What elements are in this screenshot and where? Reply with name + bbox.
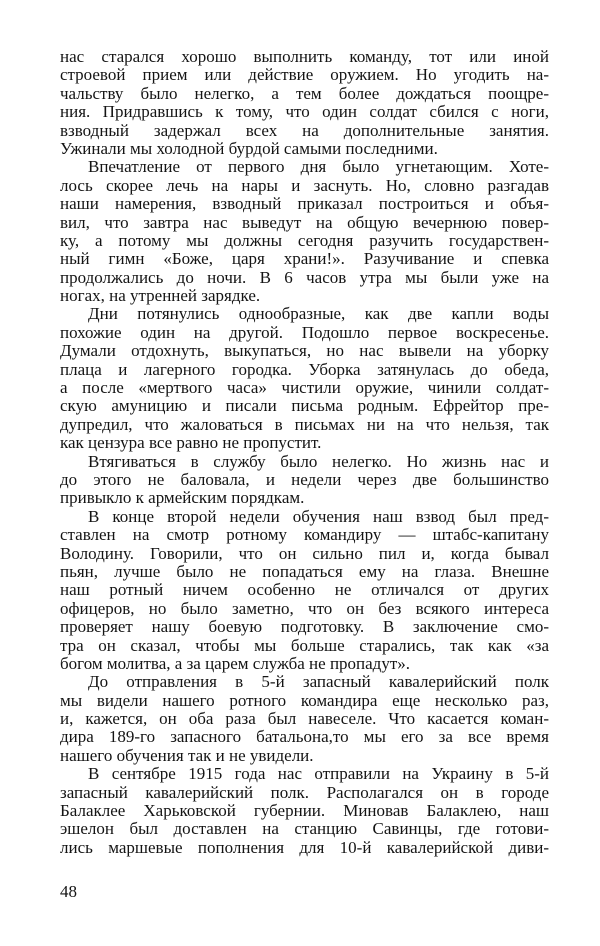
- text-line: как цензура все равно не пропустит.: [60, 433, 322, 453]
- text-line: пьян, лучше было не попадаться ему на глаза. Внешне: [60, 561, 549, 581]
- text-line: Втягиваться в службу было нелегко. Но жизнь нас и: [88, 451, 549, 471]
- text-line: мы видели нашего ротного командира еще несколько раз,: [60, 690, 549, 710]
- text-line: похожие один на другой. Подошло первое воскресенье.: [60, 322, 549, 342]
- text-line: и, кажется, он оба раза был навеселе. Что касается коман-: [60, 709, 549, 729]
- text-line: дира 189-го запасного батальона,то мы его за все время: [60, 727, 549, 747]
- text-line: нашего обучения так и не увидели.: [60, 745, 314, 765]
- text-line: привыкло к армейским порядкам.: [60, 488, 305, 508]
- text-line: офицеров, но было заметно, что он без всякого интереса: [60, 598, 549, 618]
- text-line: вил, что завтра нас выведут на общую вечернюю повер-: [60, 212, 549, 232]
- text-line: продолжались до ночи. В 6 часов утра мы были уже на: [60, 267, 549, 287]
- text-line: Думали отдохнуть, выкупаться, но нас вывели на уборку: [60, 341, 549, 361]
- text-line: взводный задержал всех на дополнительные занятия.: [60, 120, 549, 140]
- text-line: В сентябре 1915 года нас отправили на Украину в 5-й: [88, 764, 549, 784]
- page-number: 48: [60, 882, 77, 901]
- text-line: ния. Придравшись к тому, что один солдат сбился с ноги,: [60, 102, 549, 122]
- text-line: Впечатление от первого дня было угнетающим. Хоте-: [88, 157, 549, 177]
- text-line: Балаклее Харьковской губернии. Миновав Балаклею, наш: [60, 801, 549, 821]
- text-line: дупредил, что жаловаться в письмах ни на что нельзя, так: [60, 414, 549, 434]
- text-line: эшелон был доставлен на станцию Савинцы, где готови-: [60, 819, 549, 839]
- text-line: Дни потянулись однообразные, как две капли воды: [88, 304, 549, 324]
- text-line: строевой прием или действие оружием. Но угодить на-: [60, 65, 549, 85]
- text-line: запасный кавалерийский полк. Располагался он в городе: [60, 782, 549, 802]
- text-line: тра он сказал, чтобы мы больше старались, так как «за: [60, 635, 549, 655]
- text-line: до этого не баловала, и недели через две большинство: [60, 469, 549, 489]
- text-line: ный гимн «Боже, царя храни!». Разучивание и спевка: [60, 249, 549, 269]
- text-line: До отправления в 5-й запасный кавалерийский полк: [88, 672, 549, 692]
- text-line: Ужинали мы холодной бурдой самыми последними.: [60, 138, 438, 158]
- text-line: лось скорее лечь на нары и заснуть. Но, словно разгадав: [60, 175, 549, 195]
- text-line: скую амуницию и писали письма родным. Ефрейтор пре-: [60, 396, 549, 416]
- text-line: ку, а потому мы должны сегодня разучить государствен-: [60, 230, 549, 250]
- text-line: а после «мертвого часа» чистили оружие, чинили солдат-: [60, 378, 549, 398]
- text-line: нас старался хорошо выполнить команду, тот или иной: [60, 47, 549, 66]
- text-line: ногах, на утренней зарядке.: [60, 286, 261, 306]
- text-line: наш ротный ничем особенно не отличался от других: [60, 580, 549, 600]
- text-line: плаца и лагерного городка. Уборка затянулась до обеда,: [60, 359, 549, 379]
- text-line: проверяет нашу боевую подготовку. В заключение смо-: [60, 617, 549, 637]
- text-line: лись маршевые пополнения для 10-й кавалерийской диви-: [60, 837, 549, 857]
- text-line: богом молитва, а за царем служба не пропадут».: [60, 653, 411, 673]
- page-body-text: [60, 48, 549, 857]
- text-line: Володину. Говорили, что он сильно пил и, когда бывал: [60, 543, 549, 563]
- text-line: В конце второй недели обучения наш взвод был пред-: [88, 506, 549, 526]
- text-line: ставлен на смотр ротному командиру — штабс-капитану: [60, 525, 549, 545]
- text-line: наши намерения, взводный приказал построиться и объя-: [60, 194, 549, 214]
- text-line: чальству было нелегко, а тем более дождаться поощре-: [60, 83, 549, 103]
